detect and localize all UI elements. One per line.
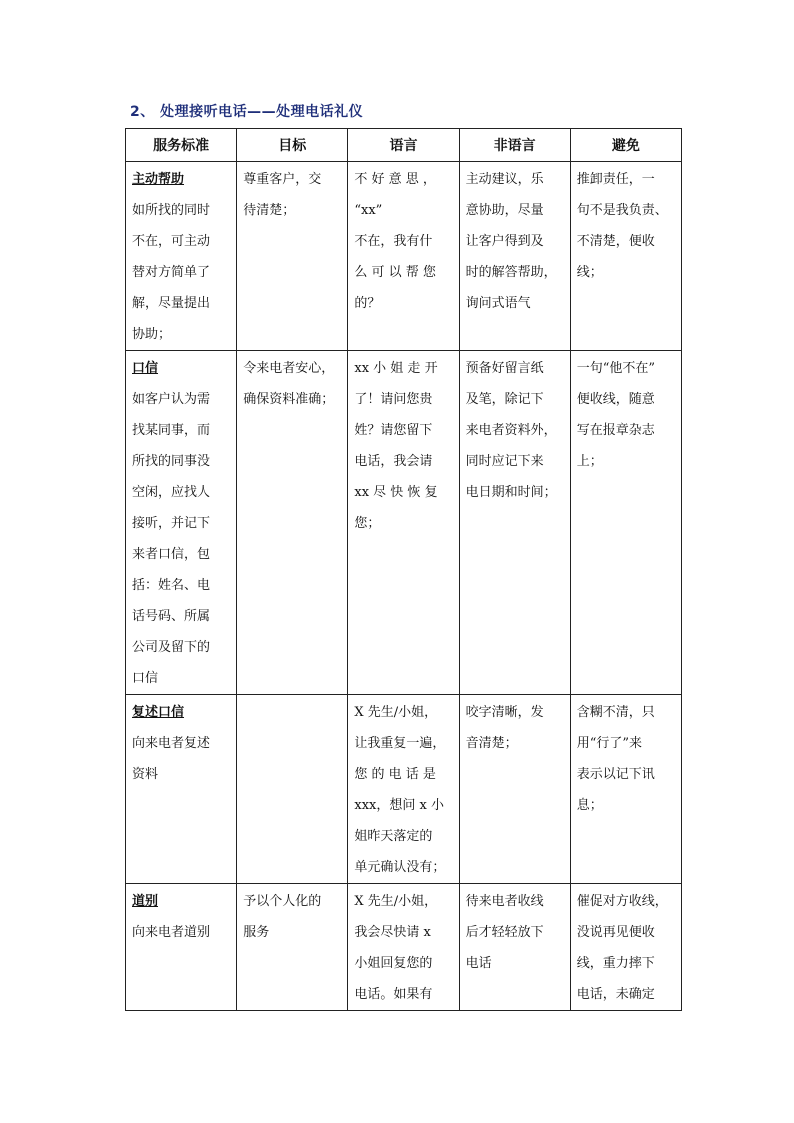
cell-avoid <box>570 695 681 884</box>
avoid-line: 没说再见便收 <box>576 925 655 940</box>
language-line: 的？ <box>354 296 381 311</box>
avoid-line: 用“行了”来 <box>576 736 643 751</box>
phone-etiquette-table <box>125 128 682 1011</box>
avoid-line: 推卸责任，一 <box>576 172 655 187</box>
cell-service-standard <box>126 162 237 351</box>
nonverbal-line: 时的解答帮助， <box>465 265 557 280</box>
description-line: 如客户认为需 <box>132 392 211 407</box>
cell-goal <box>237 695 348 884</box>
nonverbal-line: 后才轻轻放下 <box>465 925 544 940</box>
table-header-row <box>126 129 682 162</box>
language-line: 姓？请您留下 <box>354 423 433 438</box>
section-title: 2、 处理接听电话——处理电话礼仪 <box>130 104 364 120</box>
nonverbal-line: 待来电者收线 <box>465 894 544 909</box>
nonverbal-line: 来电者资料外， <box>465 423 557 438</box>
avoid-line: 句不是我负责、 <box>576 203 668 218</box>
description-line: 找某同事，而 <box>132 423 211 438</box>
description-line: 向来电者复述 <box>132 736 211 751</box>
avoid-line: 线，重力摔下 <box>576 956 655 971</box>
language-line: 么 可 以 帮 您 <box>354 265 436 280</box>
nonverbal-line: 音清楚； <box>465 736 518 751</box>
avoid-line: 息； <box>576 798 603 813</box>
header-goal: 目标 <box>237 129 348 162</box>
language-line: 姐昨天落定的 <box>354 829 433 844</box>
header-service-standard: 服务标准 <box>126 129 237 162</box>
avoid-line: 写在报章杂志 <box>576 423 655 438</box>
cell-language <box>348 351 459 695</box>
description-line: 替对方简单了 <box>132 265 211 280</box>
description-line: 协助； <box>132 327 172 342</box>
header-nonverbal: 非语言 <box>459 129 570 162</box>
language-line: 您； <box>354 516 381 531</box>
cell-goal <box>237 884 348 1011</box>
description-line: 所找的同事没 <box>132 454 211 469</box>
description-line: 括：姓名、电 <box>132 578 211 593</box>
description-line: 口信 <box>132 671 159 686</box>
avoid-line: 线； <box>576 265 603 280</box>
table-row <box>126 884 682 1011</box>
cell-nonverbal <box>459 884 570 1011</box>
nonverbal-line: 预备好留言纸 <box>465 361 544 376</box>
description-line: 资料 <box>132 767 159 782</box>
description-line: 公司及留下的 <box>132 640 211 655</box>
language-line: xx 尽 快 恢 复 <box>354 485 438 500</box>
avoid-line: 含糊不清，只 <box>576 705 655 720</box>
language-line: “xx” <box>354 203 383 218</box>
language-line: 电话，我会请 <box>354 454 433 469</box>
avoid-line: 不清楚，便收 <box>576 234 655 249</box>
cell-language <box>348 884 459 1011</box>
cell-goal <box>237 162 348 351</box>
nonverbal-line: 及笔，除记下 <box>465 392 544 407</box>
nonverbal-line: 询问式语气 <box>465 296 531 311</box>
language-line: X 先生/小姐， <box>354 894 438 909</box>
description-line: 不在，可主动 <box>132 234 211 249</box>
language-line: 不在，我有什 <box>354 234 433 249</box>
goal-line: 服务 <box>243 925 270 940</box>
language-line: xxx，想问 x 小 <box>354 798 444 813</box>
table-row <box>126 695 682 884</box>
cell-service-standard <box>126 884 237 1011</box>
header-language: 语言 <box>348 129 459 162</box>
nonverbal-line: 主动建议，乐 <box>465 172 544 187</box>
cell-goal <box>237 351 348 695</box>
avoid-line: 一句“他不在” <box>576 361 656 376</box>
cell-avoid <box>570 162 681 351</box>
cell-nonverbal <box>459 162 570 351</box>
cell-nonverbal <box>459 351 570 695</box>
nonverbal-line: 电日期和时间； <box>465 485 557 500</box>
nonverbal-line: 同时应记下来 <box>465 454 544 469</box>
avoid-line: 催促对方收线， <box>576 894 668 909</box>
header-avoid: 避免 <box>570 129 681 162</box>
cell-service-standard <box>126 695 237 884</box>
goal-line: 待清楚； <box>243 203 296 218</box>
goal-line: 予以个人化的 <box>243 894 322 909</box>
cell-nonverbal <box>459 695 570 884</box>
language-line: 电话。如果有 <box>354 987 433 1002</box>
language-line: 让我重复一遍， <box>354 736 446 751</box>
language-line: X 先生/小姐， <box>354 705 438 720</box>
description-line: 空闲，应找人 <box>132 485 211 500</box>
language-line: 我会尽快请 x <box>354 925 431 940</box>
language-line: 不 好 意 思 ， <box>354 172 436 187</box>
service-term: 主动帮助 <box>132 172 185 187</box>
goal-line: 令来电者安心， <box>243 361 335 376</box>
avoid-line: 表示以记下讯 <box>576 767 655 782</box>
language-line: 了！请问您贵 <box>354 392 433 407</box>
service-term: 道别 <box>132 894 159 909</box>
nonverbal-line: 让客户得到及 <box>465 234 544 249</box>
avoid-line: 上； <box>576 454 603 469</box>
language-line: 单元确认没有； <box>354 860 446 875</box>
language-line: xx 小 姐 走 开 <box>354 361 438 376</box>
description-line: 话号码、所属 <box>132 609 211 624</box>
description-line: 如所找的同时 <box>132 203 211 218</box>
goal-line: 尊重客户，交 <box>243 172 322 187</box>
nonverbal-line: 意协助，尽量 <box>465 203 544 218</box>
avoid-line: 便收线，随意 <box>576 392 655 407</box>
nonverbal-line: 电话 <box>465 956 492 971</box>
language-line: 您 的 电 话 是 <box>354 767 436 782</box>
description-line: 向来电者道别 <box>132 925 211 940</box>
cell-service-standard <box>126 351 237 695</box>
goal-line: 确保资料准确； <box>243 392 335 407</box>
cell-language <box>348 162 459 351</box>
service-term: 复述口信 <box>132 705 185 720</box>
description-line: 解，尽量提出 <box>132 296 211 311</box>
cell-avoid <box>570 351 681 695</box>
table-row <box>126 351 682 695</box>
avoid-line: 电话，未确定 <box>576 987 655 1002</box>
service-term: 口信 <box>132 361 159 376</box>
nonverbal-line: 咬字清晰，发 <box>465 705 544 720</box>
description-line: 接听，并记下 <box>132 516 211 531</box>
cell-language <box>348 695 459 884</box>
cell-avoid <box>570 884 681 1011</box>
table-row <box>126 162 682 351</box>
description-line: 来者口信，包 <box>132 547 211 562</box>
language-line: 小姐回复您的 <box>354 956 433 971</box>
